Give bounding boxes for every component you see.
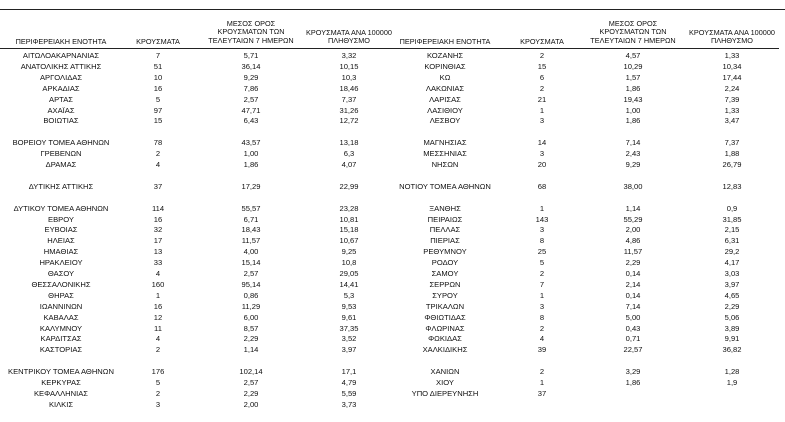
right-cell-avg7: 1,14: [625, 203, 641, 213]
right-cell-region: ΞΑΝΘΗΣ: [429, 203, 461, 213]
left-cell-cases: 176: [151, 367, 165, 377]
left-cell-cases: 16: [153, 301, 163, 311]
right-cell-avg7: 1,57: [625, 72, 641, 82]
right-cell-cases: 4: [539, 334, 545, 344]
left-cell-cases: 51: [153, 61, 163, 71]
left-cell-per100k: 10,8: [341, 258, 357, 268]
right-cell-region: ΣΑΜΟΥ: [431, 269, 459, 278]
header-rule: [0, 48, 779, 49]
right-cell-per100k: 5,06: [724, 312, 740, 322]
right-cell-per100k: 1,28: [724, 367, 740, 377]
left-cell-region: ΚΑΛΥΜΝΟΥ: [39, 323, 83, 333]
left-cell-cases: 2: [155, 388, 161, 398]
left-cell-per100k: 3,32: [341, 51, 357, 60]
right-cell-per100k: 4,17: [724, 258, 740, 268]
right-cell-avg7: 19,43: [623, 94, 643, 104]
left-cell-cases: 32: [153, 225, 163, 235]
right-cell-per100k: 3,89: [724, 323, 740, 333]
left-cell-region: ΗΡΑΚΛΕΙΟΥ: [39, 258, 83, 268]
left-cell-per100k: 23,28: [339, 203, 359, 213]
left-cell-per100k: 7,37: [341, 94, 357, 104]
right-cell-cases: 1: [539, 105, 545, 115]
right-cell-avg7: 55,29: [623, 214, 643, 224]
left-cell-region: ΚΙΛΚΙΣ: [48, 399, 74, 409]
left-cell-per100k: 9,53: [341, 301, 357, 311]
left-cell-region: ΚΑΣΤΟΡΙΑΣ: [39, 345, 83, 355]
right-cell-region: ΛΑΚΩΝΙΑΣ: [425, 83, 465, 93]
right-cell-per100k: 0,9: [726, 203, 738, 213]
left-cell-avg7: 43,57: [241, 138, 261, 148]
left-cell-cases: 12: [153, 312, 163, 322]
right-cell-region: ΥΠΟ ΔΙΕΡΕΥΝΗΣΗ: [411, 388, 479, 398]
left-cell-per100k: 9,25: [341, 247, 357, 257]
right-cell-per100k: 9,91: [724, 334, 740, 344]
right-cell-per100k: 2,15: [724, 225, 740, 235]
right-cell-avg7: 2,29: [625, 258, 641, 268]
left-cell-per100k: 3,52: [341, 334, 357, 344]
right-cell-per100k: 3,97: [724, 279, 740, 289]
right-cell-region: ΡΟΔΟΥ: [431, 258, 459, 268]
left-cell-cases: 3: [155, 399, 161, 409]
right-cell-cases: 15: [537, 61, 547, 71]
right-cell-avg7: 0,14: [625, 269, 641, 278]
right-cell-region: ΠΕΙΡΑΙΩΣ: [427, 214, 463, 224]
right-cell-per100k: 4,65: [724, 290, 740, 300]
right-cell-per100k: 7,39: [724, 94, 740, 104]
right-cell-avg7: 11,57: [623, 247, 643, 257]
left-cell-region: ΘΕΣΣΑΛΟΝΙΚΗΣ: [31, 279, 91, 289]
right-cell-avg7: 2,14: [625, 279, 641, 289]
left-cell-per100k: 37,35: [339, 323, 359, 333]
left-cell-region: ΑΝΑΤΟΛΙΚΗΣ ΑΤΤΙΚΗΣ: [20, 61, 102, 71]
left-cell-region: ΘΑΣΟΥ: [47, 269, 75, 278]
left-cell-region: ΕΥΒΟΙΑΣ: [44, 225, 78, 235]
right-cell-avg7: 0,43: [625, 323, 641, 333]
left-cell-region: ΙΩΑΝΝΙΝΩΝ: [39, 301, 83, 311]
left-cell-per100k: 29,05: [339, 269, 359, 278]
right-cell-avg7: 38,00: [623, 181, 643, 191]
left-cell-per100k: 17,1: [341, 367, 357, 377]
right-cell-cases: 2: [539, 367, 545, 377]
right-cell-avg7: 2,43: [625, 149, 641, 159]
right-cell-avg7: 7,14: [625, 138, 641, 148]
right-header-avg7: ΜΕΣΟΣ ΟΡΟΣ ΚΡΟΥΣΜΑΤΩΝ ΤΩΝ ΤΕΛΕΥΤΑΙΩΝ 7 ΗΜΕΡΩΝ: [590, 19, 676, 45]
right-cell-per100k: 7,37: [724, 138, 740, 148]
left-header-avg7: ΜΕΣΟΣ ΟΡΟΣ ΚΡΟΥΣΜΑΤΩΝ ΤΩΝ ΤΕΛΕΥΤΑΙΩΝ 7 ΗΜΕΡΩΝ: [208, 19, 294, 45]
right-cell-region: ΧΑΛΚΙΔΙΚΗΣ: [422, 345, 468, 355]
left-cell-region: ΔΥΤΙΚΟΥ ΤΟΜΕΑ ΑΘΗΝΩΝ: [13, 203, 109, 213]
right-cell-cases: 3: [539, 301, 545, 311]
left-cell-per100k: 4,07: [341, 160, 357, 169]
right-cell-cases: 143: [535, 214, 549, 224]
left-cell-per100k: 14,41: [339, 279, 359, 289]
left-cell-avg7: 2,29: [243, 334, 259, 344]
left-cell-per100k: 10,3: [341, 72, 357, 82]
left-cell-cases: 16: [153, 83, 163, 93]
right-cell-cases: 2: [539, 323, 545, 333]
left-header-per100k: ΚΡΟΥΣΜΑΤΑ ΑΝΑ 100000 ΠΛΗΘΥΣΜΟ: [306, 28, 392, 46]
right-cell-per100k: 1,33: [724, 105, 740, 115]
right-cell-cases: 3: [539, 225, 545, 235]
left-cell-avg7: 1,00: [243, 149, 259, 159]
left-cell-cases: 33: [153, 258, 163, 268]
right-cell-per100k: 3,03: [724, 269, 740, 278]
left-cell-avg7: 6,71: [243, 214, 259, 224]
left-cell-avg7: 5,71: [243, 51, 259, 60]
left-cell-region: ΗΜΑΘΙΑΣ: [43, 247, 79, 257]
right-cell-cases: 20: [537, 160, 547, 169]
left-cell-avg7: 4,00: [243, 247, 259, 257]
left-cell-region: ΑΧΑΪΑΣ: [47, 105, 75, 115]
left-cell-per100k: 12,72: [339, 116, 359, 126]
left-cell-avg7: 102,14: [239, 367, 263, 377]
right-cell-cases: 6: [539, 72, 545, 82]
right-cell-cases: 3: [539, 116, 545, 126]
right-cell-avg7: 3,29: [625, 367, 641, 377]
right-cell-region: ΛΑΡΙΣΑΣ: [429, 94, 461, 104]
right-cell-region: ΤΡΙΚΑΛΩΝ: [425, 301, 465, 311]
left-cell-per100k: 3,73: [341, 399, 357, 409]
left-cell-avg7: 17,29: [241, 181, 261, 191]
left-cell-avg7: 0,86: [243, 290, 259, 300]
left-cell-cases: 114: [151, 203, 165, 213]
right-cell-cases: 5: [539, 258, 545, 268]
right-cell-avg7: 2,00: [625, 225, 641, 235]
left-cell-per100k: 22,99: [339, 181, 359, 191]
left-cell-region: ΚΑΡΔΙΤΣΑΣ: [40, 334, 82, 344]
left-cell-per100k: 3,97: [341, 345, 357, 355]
left-cell-per100k: 13,18: [339, 138, 359, 148]
left-cell-per100k: 5,3: [343, 290, 355, 300]
right-cell-cases: 2: [539, 83, 545, 93]
right-cell-per100k: 26,79: [722, 160, 742, 169]
top-rule: [0, 9, 785, 10]
right-cell-region: ΠΕΛΛΑΣ: [429, 225, 461, 235]
right-cell-cases: 2: [539, 269, 545, 278]
left-cell-avg7: 8,57: [243, 323, 259, 333]
left-cell-per100k: 18,46: [339, 83, 359, 93]
left-cell-region: ΑΙΤΩΛΟΑΚΑΡΝΑΝΙΑΣ: [22, 51, 100, 60]
left-cell-avg7: 1,14: [243, 345, 259, 355]
right-cell-region: ΛΕΣΒΟΥ: [429, 116, 461, 126]
left-cell-avg7: 47,71: [241, 105, 261, 115]
right-cell-cases: 8: [539, 236, 545, 246]
right-cell-cases: 37: [537, 388, 547, 398]
right-cell-per100k: 36,82: [722, 345, 742, 355]
right-cell-avg7: 4,86: [625, 236, 641, 246]
left-cell-avg7: 1,86: [243, 160, 259, 169]
left-cell-region: ΕΒΡΟΥ: [48, 214, 74, 224]
left-cell-cases: 15: [153, 116, 163, 126]
left-cell-per100k: 9,61: [341, 312, 357, 322]
left-cell-avg7: 7,86: [243, 83, 259, 93]
left-cell-cases: 4: [155, 334, 161, 344]
left-cell-region: ΑΡΤΑΣ: [49, 94, 73, 104]
left-cell-per100k: 4,79: [341, 378, 357, 387]
right-cell-region: ΝΟΤΙΟΥ ΤΟΜΕΑ ΑΘΗΝΩΝ: [399, 181, 491, 191]
left-cell-cases: 160: [151, 279, 165, 289]
left-cell-cases: 5: [155, 378, 161, 387]
right-cell-cases: 14: [537, 138, 547, 148]
left-cell-region: ΒΟΙΩΤΙΑΣ: [43, 116, 79, 126]
right-cell-avg7: 0,14: [625, 290, 641, 300]
left-cell-cases: 11: [154, 323, 162, 333]
left-cell-per100k: 10,67: [339, 236, 359, 246]
right-cell-cases: 1: [539, 203, 545, 213]
right-cell-per100k: 31,85: [722, 214, 742, 224]
left-cell-cases: 4: [155, 160, 161, 169]
right-cell-region: ΦΘΙΩΤΙΔΑΣ: [424, 312, 466, 322]
left-cell-cases: 4: [155, 269, 161, 278]
right-cell-cases: 2: [539, 51, 545, 60]
right-cell-per100k: 1,88: [724, 149, 740, 159]
right-cell-region: ΚΟΖΑΝΗΣ: [426, 51, 464, 60]
left-header-cases: ΚΡΟΥΣΜΑΤΑ: [136, 37, 180, 46]
right-cell-region: ΡΕΘΥΜΝΟΥ: [423, 247, 467, 257]
right-cell-cases: 39: [537, 345, 547, 355]
left-cell-per100k: 15,18: [339, 225, 359, 235]
left-cell-region: ΚΕΝΤΡΙΚΟΥ ΤΟΜΕΑ ΑΘΗΝΩΝ: [8, 367, 114, 377]
right-header-cases: ΚΡΟΥΣΜΑΤΑ: [520, 37, 564, 46]
left-cell-per100k: 10,81: [339, 214, 359, 224]
right-cell-region: ΛΑΣΙΘΙΟΥ: [427, 105, 463, 115]
right-cell-region: ΧΑΝΙΩΝ: [430, 367, 460, 377]
right-cell-region: ΝΗΣΩΝ: [431, 160, 459, 169]
left-cell-region: ΑΡΓΟΛΙΔΑΣ: [39, 72, 83, 82]
right-cell-avg7: 1,86: [625, 116, 641, 126]
left-cell-avg7: 2,57: [243, 269, 259, 278]
left-cell-per100k: 10,15: [339, 61, 359, 71]
right-cell-per100k: 2,29: [724, 301, 740, 311]
right-cell-cases: 1: [539, 290, 545, 300]
right-cell-region: ΜΕΣΣΗΝΙΑΣ: [423, 149, 467, 159]
right-cell-region: ΚΟΡΙΝΘΙΑΣ: [424, 61, 466, 71]
left-cell-avg7: 2,00: [243, 399, 259, 409]
left-cell-cases: 17: [153, 236, 163, 246]
left-cell-avg7: 18,43: [241, 225, 261, 235]
left-cell-avg7: 6,00: [243, 312, 259, 322]
right-cell-avg7: 5,00: [625, 312, 641, 322]
left-cell-per100k: 5,59: [341, 388, 357, 398]
right-cell-region: ΚΩ: [439, 72, 451, 82]
left-cell-region: ΚΕΦΑΛΛΗΝΙΑΣ: [33, 388, 89, 398]
left-cell-region: ΚΕΡΚΥΡΑΣ: [41, 378, 81, 387]
left-cell-region: ΓΡΕΒΕΝΩΝ: [40, 149, 82, 159]
right-cell-per100k: 29,2: [724, 247, 740, 257]
left-cell-avg7: 55,57: [241, 203, 261, 213]
right-cell-avg7: 1,86: [625, 378, 641, 387]
left-cell-cases: 2: [155, 149, 161, 159]
left-cell-region: ΗΛΕΙΑΣ: [47, 236, 75, 246]
right-header-per100k: ΚΡΟΥΣΜΑΤΑ ΑΝΑ 100000 ΠΛΗΘΥΣΜΟ: [689, 28, 775, 46]
left-cell-cases: 2: [155, 345, 161, 355]
left-cell-cases: 7: [155, 51, 161, 60]
right-cell-region: ΦΩΚΙΔΑΣ: [428, 334, 462, 344]
left-header-region: ΠΕΡΙΦΕΡΕΙΑΚΗ ΕΝΟΤΗΤΑ: [15, 37, 107, 46]
right-cell-avg7: 0,71: [625, 334, 641, 344]
right-cell-region: ΧΙΟΥ: [436, 378, 454, 387]
left-cell-cases: 5: [155, 94, 161, 104]
left-cell-avg7: 6,43: [243, 116, 259, 126]
right-cell-region: ΣΥΡΟΥ: [432, 290, 458, 300]
right-header-region: ΠΕΡΙΦΕΡΕΙΑΚΗ ΕΝΟΤΗΤΑ: [399, 37, 491, 46]
left-cell-avg7: 36,14: [241, 61, 261, 71]
left-cell-region: ΑΡΚΑΔΙΑΣ: [42, 83, 80, 93]
right-cell-cases: 8: [539, 312, 545, 322]
right-cell-cases: 68: [537, 181, 547, 191]
left-cell-avg7: 2,57: [243, 94, 259, 104]
left-cell-per100k: 6,3: [343, 149, 355, 159]
right-cell-per100k: 2,24: [724, 83, 740, 93]
left-cell-avg7: 95,14: [241, 279, 261, 289]
left-cell-region: ΘΗΡΑΣ: [48, 290, 74, 300]
left-cell-avg7: 15,14: [241, 258, 261, 268]
right-cell-avg7: 1,86: [625, 83, 641, 93]
left-cell-avg7: 11,57: [241, 236, 261, 246]
right-cell-cases: 21: [537, 94, 547, 104]
left-cell-cases: 37: [153, 181, 163, 191]
left-cell-avg7: 9,29: [243, 72, 259, 82]
left-cell-per100k: 31,26: [339, 105, 359, 115]
right-cell-region: ΣΕΡΡΩΝ: [429, 279, 461, 289]
left-cell-avg7: 11,29: [241, 301, 261, 311]
right-cell-region: ΠΙΕΡΙΑΣ: [430, 236, 460, 246]
right-cell-per100k: 1,33: [724, 51, 740, 60]
left-cell-cases: 16: [153, 214, 163, 224]
right-cell-avg7: 7,14: [625, 301, 641, 311]
right-cell-per100k: 10,34: [722, 61, 742, 71]
right-cell-cases: 3: [539, 149, 545, 159]
right-cell-cases: 7: [539, 279, 545, 289]
left-cell-cases: 13: [153, 247, 163, 257]
left-cell-cases: 1: [155, 290, 161, 300]
right-cell-region: ΜΑΓΝΗΣΙΑΣ: [423, 138, 467, 148]
left-cell-avg7: 2,57: [243, 378, 259, 387]
right-cell-per100k: 6,31: [724, 236, 740, 246]
right-cell-avg7: 10,29: [623, 61, 643, 71]
left-cell-cases: 78: [153, 138, 163, 148]
right-cell-per100k: 1,9: [726, 378, 738, 387]
right-cell-avg7: 9,29: [625, 160, 641, 169]
left-cell-region: ΚΑΒΑΛΑΣ: [43, 312, 79, 322]
right-cell-per100k: 12,83: [722, 181, 742, 191]
left-cell-avg7: 2,29: [243, 388, 259, 398]
right-cell-avg7: 22,57: [623, 345, 643, 355]
right-cell-per100k: 3,47: [724, 116, 740, 126]
left-cell-region: ΔΡΑΜΑΣ: [45, 160, 77, 169]
right-cell-region: ΦΛΩΡΙΝΑΣ: [425, 323, 465, 333]
left-cell-region: ΔΥΤΙΚΗΣ ΑΤΤΙΚΗΣ: [28, 181, 94, 191]
right-cell-avg7: 1,00: [625, 105, 641, 115]
left-cell-cases: 97: [153, 105, 163, 115]
left-cell-cases: 10: [153, 72, 163, 82]
right-cell-cases: 1: [539, 378, 545, 387]
right-cell-avg7: 4,57: [625, 51, 641, 60]
left-cell-region: ΒΟΡΕΙΟΥ ΤΟΜΕΑ ΑΘΗΝΩΝ: [12, 138, 110, 148]
right-cell-per100k: 17,44: [722, 72, 742, 82]
right-cell-cases: 25: [537, 247, 547, 257]
